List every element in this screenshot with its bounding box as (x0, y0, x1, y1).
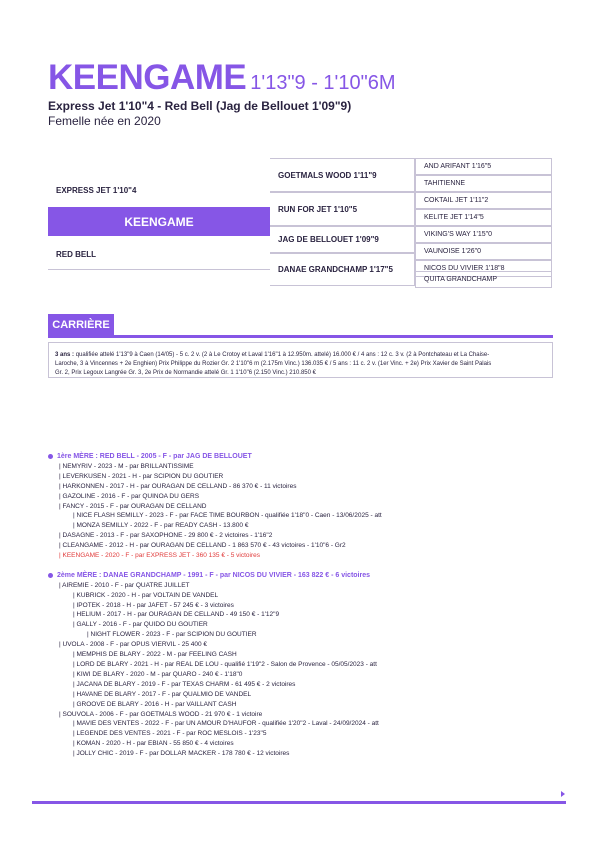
career-text-1: qualifiée attelé 1'13"9 à Caen (14/05) - 5 c. 2 v. (2 à Le Crotoy et Laval 1'16"1 à 12.950m. attelé) 16.000 € / 4 ans : 12 c. 3 v. (2 à Pontchateau et La Chaise- (75, 352, 490, 358)
family-row: | IPOTEK - 2018 - H - par JAFET - 57 245 € - 3 victoires (73, 601, 234, 609)
family-row: | MAVIE DES VENTES - 2022 - F - par UN AMOUR D'HAUFOR - qualifiée 1'20"2 - Laval - 24/09/2024 - att (73, 720, 379, 728)
family-row: | GALLY - 2016 - F - par QUIDO DU GOUTIER (73, 621, 208, 629)
career-age-label: 3 ans : (55, 352, 76, 358)
horse-name: KEENGAME (48, 58, 247, 97)
pedigree-g3-4: KELITE JET 1'14"5 (415, 209, 552, 226)
family-row: | GAZOLINE - 2016 - F - par QUINOA DU GERS (59, 492, 200, 500)
pedigree-g2-3: JAG DE BELLOUET 1'09"9 (270, 226, 415, 253)
pedigree-g3-6: VAUNOISE 1'26"0 (415, 243, 552, 260)
pedigree-g3-1: AND ARIFANT 1'16"5 (415, 158, 552, 175)
family-row: | MEMPHIS DE BLARY - 2022 - M - par FEELING CASH (73, 651, 237, 659)
pedigree-sire: EXPRESS JET 1'10"4 (56, 186, 137, 195)
career-box (48, 342, 553, 378)
bullet-icon (48, 454, 53, 459)
parentage-line (48, 99, 351, 113)
family-row: | KIWI DE BLARY - 2020 - M - par QUARO - 240 € - 1'18"0 (73, 670, 243, 678)
family-generation-heading (48, 571, 553, 581)
horse-times: 1'13"9 - 1'10"6M (250, 72, 396, 94)
family-row-highlight: | KEENGAME - 2020 - F - par EXPRESS JET - 360 135 € - 5 victoires (59, 552, 260, 560)
family-row: | FANCY - 2015 - F - par OURAGAN DE CELLAND (59, 502, 207, 510)
page-arrow-icon[interactable] (561, 791, 565, 797)
career-line-3: Gr. 2, Prix Legoux Langrée Gr. 3, 2e Prix de Normandie attelé Gr. 1 1'10"6 (2.150 Vinc.) 210.850 € (55, 370, 316, 376)
pedigree-g2-1: GOETMALS WOOD 1'11"9 (270, 158, 415, 192)
family-row: | HARKONNEN - 2017 - H - par OURAGAN DE CELLAND - 86 370 € - 11 victoires (59, 482, 297, 490)
horse-title (48, 58, 396, 98)
heading-text: 1ère MÈRE : RED BELL - 2005 - F - par JAG DE BELLOUET (57, 453, 252, 460)
bullet-icon (48, 573, 53, 578)
career-line-1 (55, 351, 544, 360)
dam-ref: - Red Bell (Jag de Bellouet 1'09"9) (153, 99, 352, 113)
family-row: | SOUVOLA - 2006 - F - par GOETMALS WOOD - 21 970 € - 1 victoire (59, 710, 263, 718)
pedigree-g2-4: DANAE GRANDCHAMP 1'17"5 (270, 253, 415, 286)
family-row: | LEGENDE DES VENTES - 2021 - F - par ROC MESLOIS - 1'23"5 (73, 730, 267, 738)
pedigree-g2-2: RUN FOR JET 1'10"5 (270, 192, 415, 226)
family-row: | DASAGNE - 2013 - F - par SAXOPHONE - 29 800 € - 2 victoires - 1'16"2 (59, 532, 273, 540)
sire-ref: Express Jet 1'10"4 (48, 99, 154, 113)
family-row: | JOLLY CHIC - 2019 - F - par DOLLAR MACKER - 178 780 € - 12 victoires (73, 750, 290, 758)
family-row: | KUBRICK - 2020 - H - par VOLTAIN DE VANDEL (73, 591, 219, 599)
pedigree-dam: RED BELL (56, 250, 96, 259)
family-row: | LORD DE BLARY - 2021 - H - par REAL DE LOU - qualifié 1'19"2 - Salon de Provence - 05/05/2023 - att (73, 661, 377, 669)
family-row: | HAVANE DE BLARY - 2017 - F - par QUALMIO DE VANDEL (73, 690, 252, 698)
heading-text: 2ème MÈRE : DANAE GRANDCHAMP - 1991 - F - par NICOS DU VIVIER - 163 822 € - 6 victoires (57, 571, 371, 579)
spacer (48, 561, 553, 571)
pedigree-g3-5: VIKING'S WAY 1'15"0 (415, 226, 552, 243)
horse-description: Femelle née en 2020 (48, 114, 161, 128)
career-line-2: Laroche, 3 à Vincennes + 2e Enghien) Prix Philippe du Rozier Gr. 2 1'10"6 m (2.175m Vinc.) 136.035 € / 5 ans : 11 c. 2 v. (1er Vinc. + 2e) Prix Xavier de Saint Palais (55, 361, 492, 367)
family-row: | NEMYRIV - 2023 - M - par BRILLANTISSIME (59, 462, 194, 470)
family-row: | LEVERKUSEN - 2021 - H - par SCIPION DU GOUTIER (59, 472, 224, 480)
maternal-family (48, 452, 553, 759)
family-row: | NIGHT FLOWER - 2023 - F - par SCIPION DU GOUTIER (87, 631, 257, 639)
pedigree-divider (48, 269, 270, 270)
pedigree-g3-3: COKTAIL JET 1'11"2 (415, 192, 552, 209)
family-row: | NICE FLASH SEMILLY - 2023 - F - par FACE TIME BOURBON - qualifiée 1'18"0 - Caen - 13/06/2025 - att (73, 512, 382, 520)
family-row: | UVOLA - 2008 - F - par OPUS VIERVIL - 25 400 € (59, 641, 208, 649)
pedigree-g3-2: TAHITIENNE (415, 175, 552, 192)
family-row: | MONZA SEMILLY - 2022 - F - par READY CASH - 13.800 € (73, 522, 249, 530)
pedigree-g3-8: QUITA GRANDCHAMP (415, 271, 552, 288)
pedigree-g3-7: NICOS DU VIVIER 1'18"8 (415, 260, 552, 277)
footer-rule (32, 801, 566, 804)
family-row: | AIREMIE - 2010 - F - par QUATRE JUILLET (59, 581, 190, 589)
family-row: | GROOVE DE BLARY - 2016 - H - par VAILLANT CASH (73, 700, 237, 708)
section-title-career: CARRIÈRE (48, 314, 114, 336)
pedigree-main: KEENGAME (48, 207, 270, 236)
section-underline (48, 335, 553, 338)
family-row: | KOMAN - 2020 - H - par EBIAN - 55 850 € - 4 victoires (73, 740, 234, 748)
family-row: | CLEANGAME - 2012 - H - par OURAGAN DE CELLAND - 1 863 570 € - 43 victoires - 1'10"6 - Gr2 (59, 542, 346, 550)
family-row: | HELIUM - 2017 - H - par OURAGAN DE CELLAND - 49 150 € - 1'12"9 (73, 611, 280, 619)
family-generation-heading (48, 452, 553, 462)
family-row: | JACANA DE BLARY - 2019 - F - par TEXAS CHARM - 61 495 € - 2 victoires (73, 680, 296, 688)
